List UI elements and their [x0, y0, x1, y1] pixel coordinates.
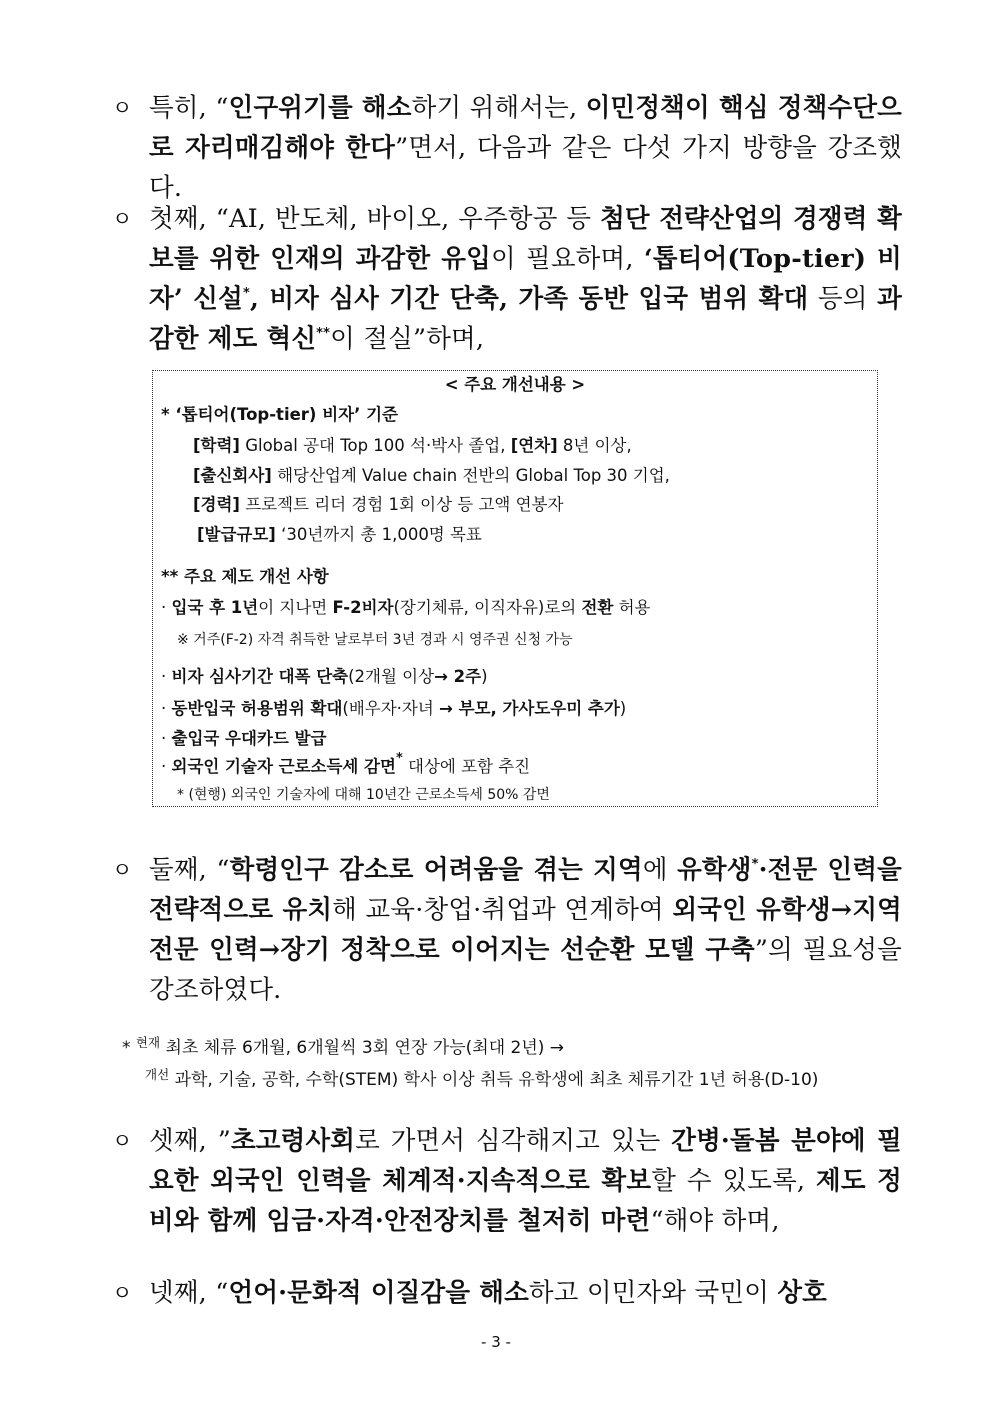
bullet-icon: ㅇ — [112, 1129, 133, 1153]
bullet-icon: ㅇ — [112, 96, 133, 120]
paragraph-text: 첫째, “AI, 반도체, 바이오, 우주항공 등 첨단 전략산업의 경쟁력 확보를 위한 인재의 과감한 유입이 필요하며, ‘톱티어(Top-tier) 비자’ 신설*, 비자 심사 기간 단축, 가족 동반 입국 범위 확대 등의 과감한 제도 혁신**이 절실”하며, — [149, 204, 903, 354]
criteria-career: [경력] 프로젝트 리더 경험 1회 이상 등 고액 연봉자 — [193, 495, 564, 514]
paragraph-text: 둘째, “학령인구 감소로 어려움을 겪는 지역에 유학생*·전문 인력을 전략적으로 유치해 교육·창업·취업과 연계하여 외국인 유학생→지역 전문 인력→장기 정착으로 이어지는 선순환 모델 구축”의 필요성을 강조하였다. — [149, 855, 903, 1005]
box-title: < 주요 개선내용 > — [444, 375, 586, 394]
bullet-icon: ㅇ — [112, 858, 133, 882]
criteria-issuance: [발급규모] ‘30년까지 총 1,000명 목표 — [197, 525, 482, 544]
reform-item-f2: · 입국 후 1년이 지나면 F-2비자(장기체류, 이직자유)로의 전환 허용 — [161, 598, 651, 617]
bullet-icon: ㅇ — [112, 207, 133, 231]
reform-heading: ** 주요 제도 개선 사항 — [161, 567, 329, 586]
reform-item-tax: · 외국인 기술자 근로소득세 감면* 대상에 포함 추진 — [161, 751, 531, 776]
footnote-improved: $^{개선}$ 과학, 기술, 공학, 수학(STEM) 학사 이상 취득 유학생에 최초 체류기간 1년 허용(D-10) — [145, 1067, 819, 1090]
paragraph-third — [112, 1121, 902, 1241]
key-improvements-box — [152, 370, 878, 807]
paragraph-text: 특히, “인구위기를 해소하기 위해서는, 이민정책이 핵심 정책수단으로 자리매김해야 한다”면서, 다음과 같은 다섯 가지 방향을 강조했다. — [149, 93, 903, 203]
paragraph-second — [112, 850, 902, 1010]
page-number: - 3 - — [481, 1333, 511, 1351]
reform-item-f2-note: ※ 거주(F-2) 자격 취득한 날로부터 3년 경과 시 영주권 신청 가능 — [177, 632, 573, 648]
paragraph-fourth — [112, 1273, 902, 1313]
paragraph-text: 넷째, “언어·문화적 이질감을 해소하고 이민자와 국민이 상호 — [149, 1278, 828, 1308]
bullet-icon: ㅇ — [112, 1281, 133, 1305]
footnote-current: * $^{현재}$ 최초 체류 6개월, 6개월씩 3회 연장 가능(최대 2년) → — [122, 1035, 565, 1058]
reform-item-family: · 동반입국 허용범위 확대(배우자·자녀 → 부모, 가사도우미 추가) — [161, 699, 627, 718]
paragraph-text: 셋째, ”초고령사회로 가면서 심각해지고 있는 간병·돌봄 분야에 필요한 외국인 인력을 체계적·지속적으로 확보할 수 있도록, 제도 정비와 함께 임금·자격·안전장치를 철저히 마련“해야 하며, — [149, 1126, 903, 1236]
reform-item-review: · 비자 심사기간 대폭 단축(2개월 이상→ 2주) — [161, 667, 488, 686]
criteria-education: [학력] Global 공대 Top 100 석·박사 졸업, [연차] 8년 이상, — [193, 436, 632, 455]
criteria-company: [출신회사] 해당산업계 Value chain 전반의 Global Top 30 기업, — [193, 466, 670, 485]
paragraph-special — [112, 88, 902, 208]
reform-item-tax-note: * (현행) 외국인 기술자에 대해 10년간 근로소득세 50% 감면 — [177, 787, 550, 803]
paragraph-first — [112, 199, 902, 359]
reform-item-card: · 출입국 우대카드 발급 — [161, 729, 327, 748]
visa-criteria-heading: * ‘톱티어(Top-tier) 비자’ 기준 — [161, 405, 398, 424]
